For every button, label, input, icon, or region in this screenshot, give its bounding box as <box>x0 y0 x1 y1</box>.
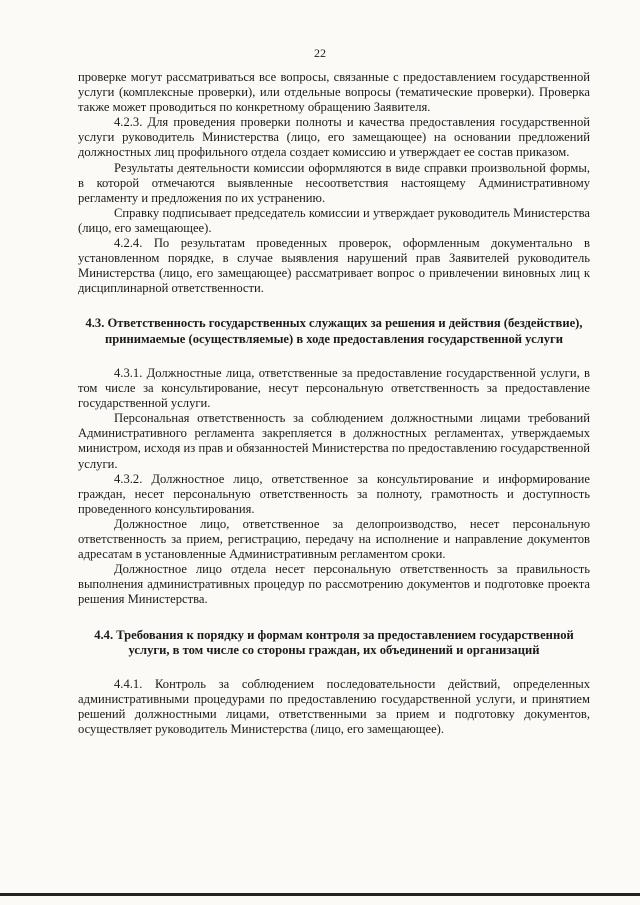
scan-bottom-edge <box>0 893 640 896</box>
paragraph: Персональная ответственность за соблюдением должностными лицами требований Административного регламента закрепляется в должностных регламентах, утверждаемых министром, исходя из прав и обязанностей Министерства по предоставлению государственной услуги. <box>78 411 590 471</box>
paragraph-4-3-1: 4.3.1. Должностные лица, ответственные за предоставление государственной услуги, в том числе за консультирование, несут персональную ответственность за предоставление государственной услуги. <box>78 366 590 411</box>
paragraph-4-2-4: 4.2.4. По результатам проведенных проверок, оформленным документально в установленном порядке, в случае выявления нарушений прав Заявителей руководитель Министерства (лицо, его замещающее) рассматривает вопрос о привлечении виновных лиц к дисциплинарной ответственности. <box>78 236 590 296</box>
paragraph-4-4-1: 4.4.1. Контроль за соблюдением последовательности действий, определенных административными процедурами по предоставлению государственной услуги, и принятием решений должностными лицами, ответственными за прием и подготовку документов, осуществляет руководитель Министерства (лицо, его замещающее). <box>78 677 590 737</box>
paragraph: Должностное лицо отдела несет персональную ответственность за правильность выполнения административных процедур по рассмотрению документов и подготовке проекта решения Министерства. <box>78 562 590 607</box>
paragraph: Должностное лицо, ответственное за делопроизводство, несет персональную ответственность за прием, регистрацию, передачу на исполнение и направление документов адресатам в установленные Административным регламентом сроки. <box>78 516 590 562</box>
section-4-4 <box>78 677 590 737</box>
document-body <box>78 70 590 737</box>
paragraph-4-3-2: 4.3.2. Должностное лицо, ответственное за консультирование и информирование граждан, несет персональную ответственность за полноту, грамотность и доступность проведенного консультирования. <box>78 471 590 516</box>
section-heading-4-3: 4.3. Ответственность государственных служащих за решения и действия (бездействие), принимаемые (осуществляемые) в ходе предоставления государственной услуги <box>85 316 583 346</box>
section-4-3 <box>78 366 590 608</box>
section-4-2-continuation <box>78 70 590 296</box>
page-number: 22 <box>314 46 326 60</box>
paragraph-4-2-3: 4.2.3. Для проведения проверки полноты и качества предоставления государственной услуги руководитель Министерства (лицо, его замещающее) на основании предложений должностных лиц профильного отдела создает комиссию и утверждает ее состав приказом. <box>78 115 590 160</box>
paragraph: Справку подписывает председатель комиссии и утверждает руководитель Министерства (лицо, его замещающее). <box>78 205 590 235</box>
section-heading-4-4: 4.4. Требования к порядку и формам контроля за предоставлением государственной услуги, в том числе со стороны граждан, их объединений и организаций <box>94 627 574 657</box>
paragraph: проверке могут рассматриваться все вопросы, связанные с предоставлением государственной услуги (комплексные проверки), или отдельные вопросы (тематические проверки). Проверка также может проводиться по конкретному обращению Заявителя. <box>78 70 590 115</box>
paragraph: Результаты деятельности комиссии оформляются в виде справки произвольной формы, в которой отмечаются выявленные несоответствия настоящему Административному регламенту и предложения по их устранению. <box>78 160 590 205</box>
